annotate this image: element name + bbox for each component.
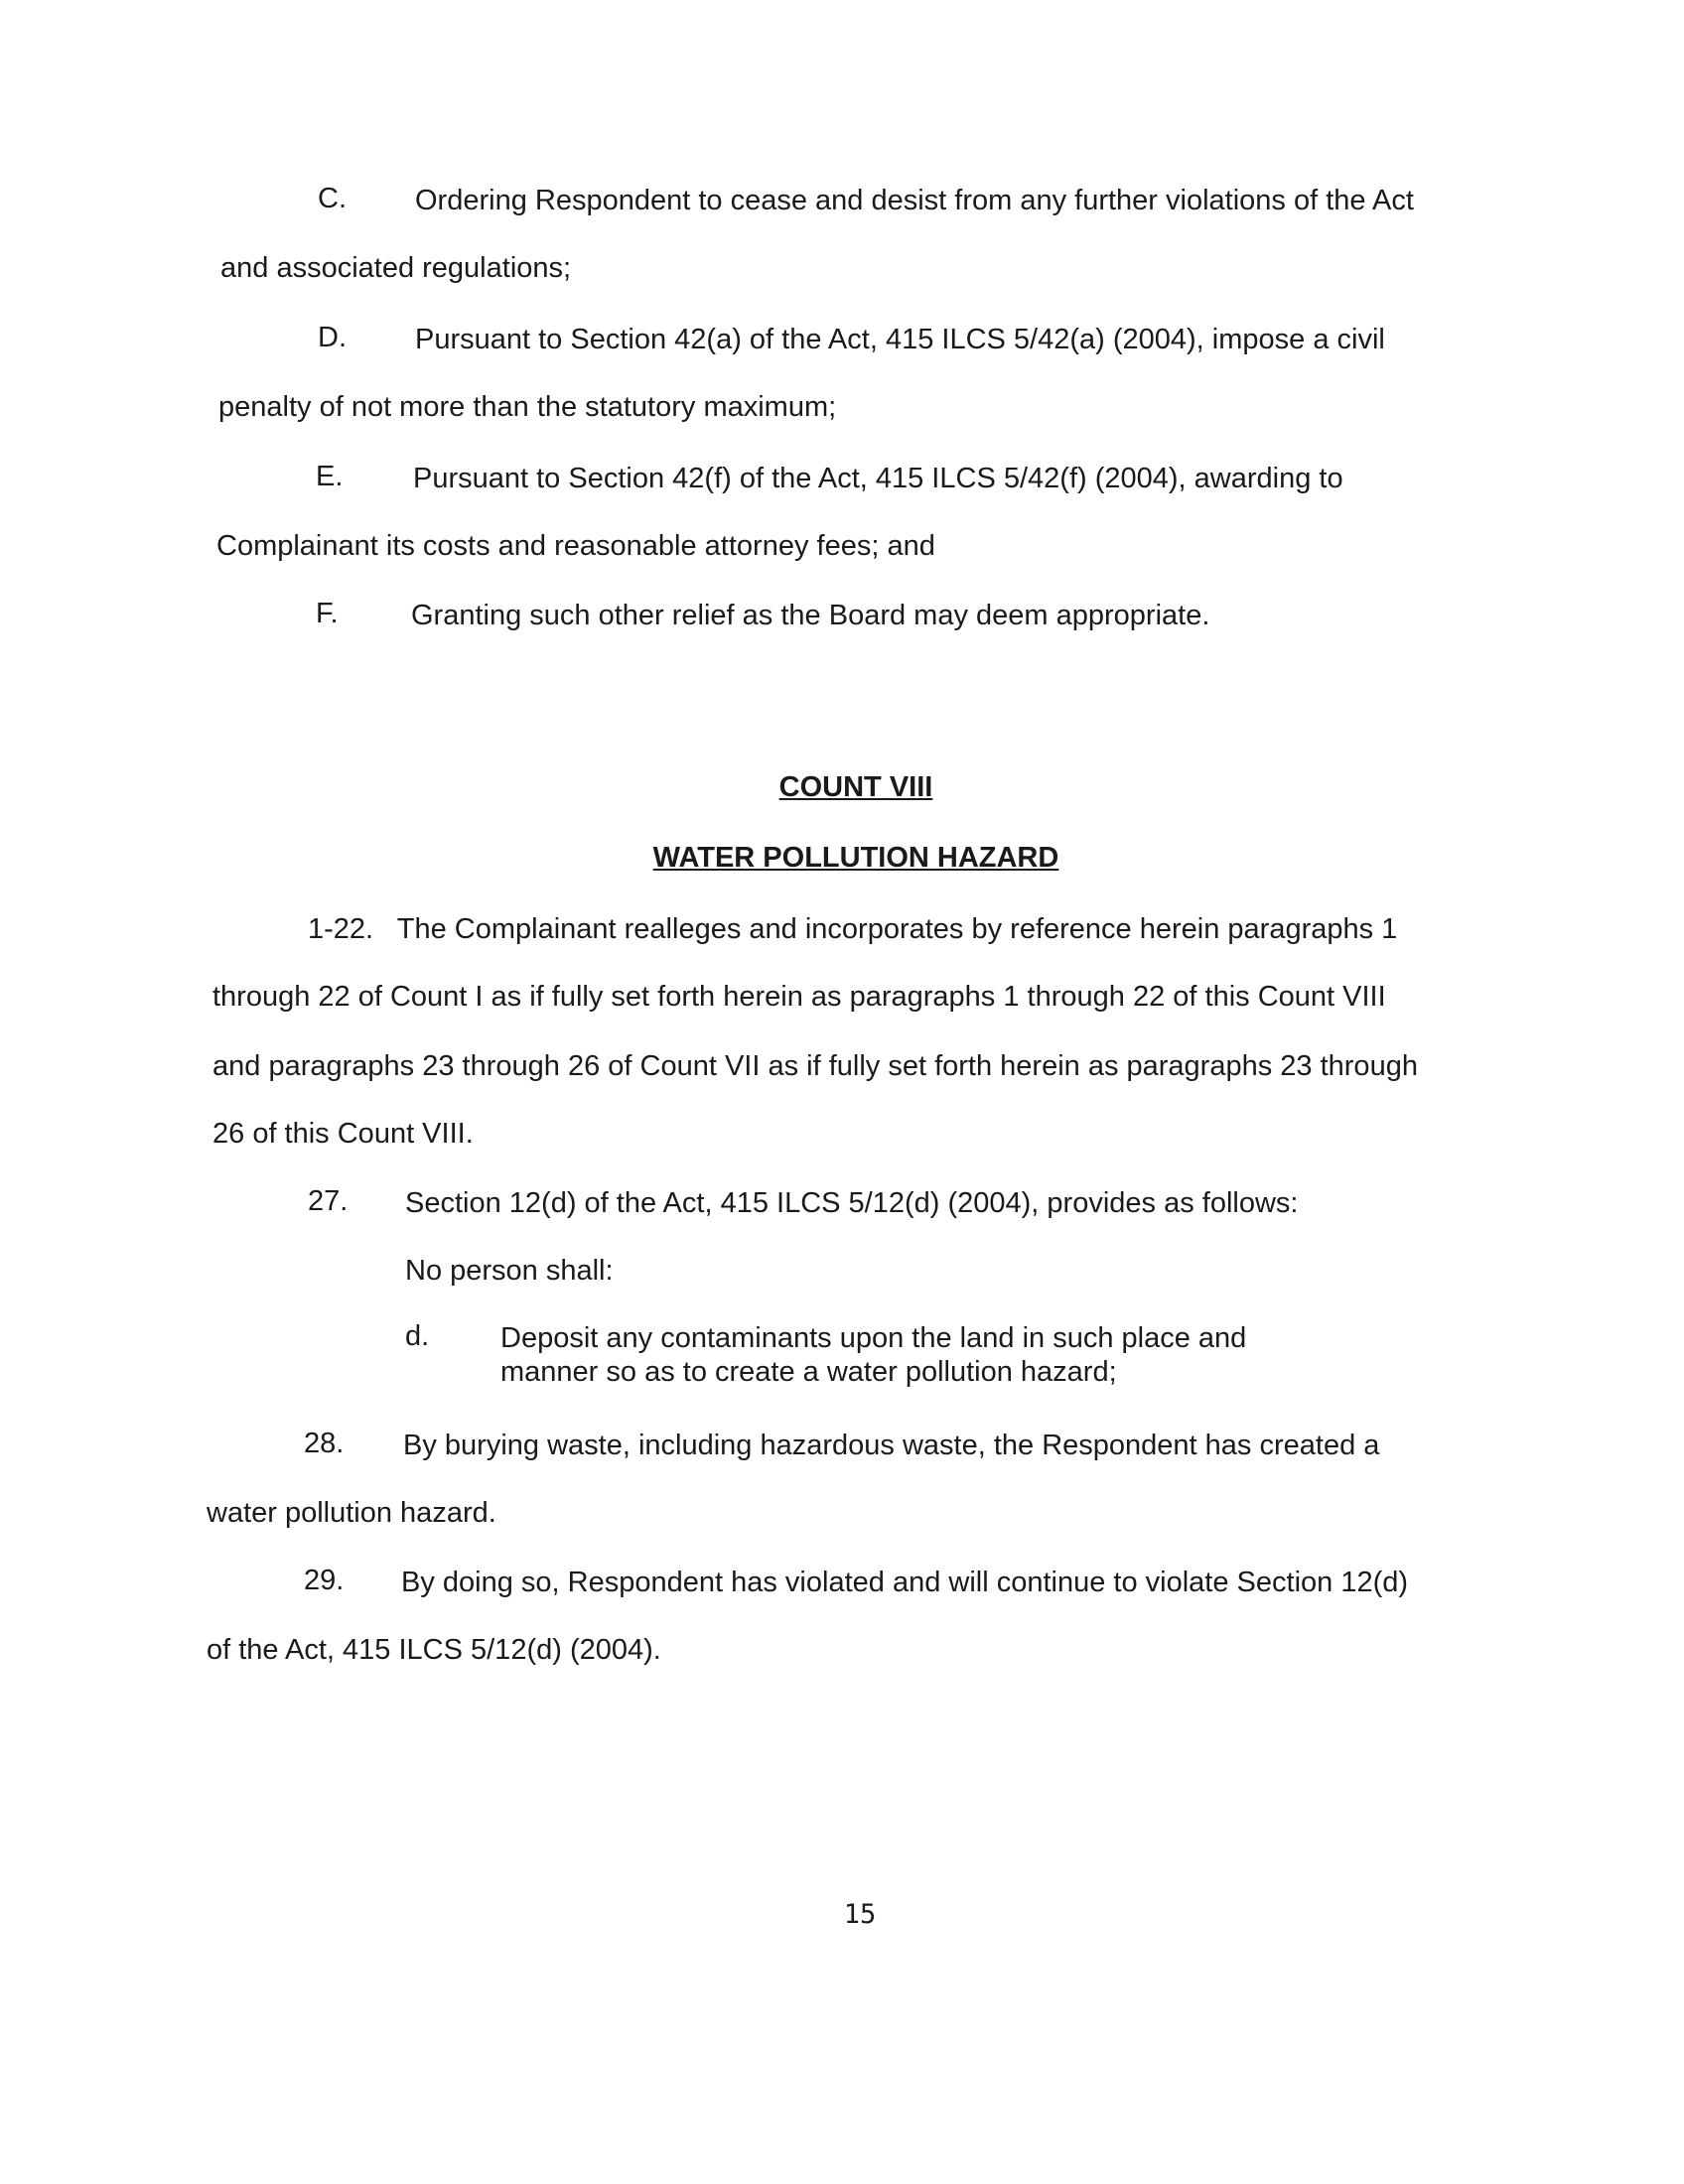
para-29-line-2: of the Act, 415 ILCS 5/12(d) (2004).	[207, 1634, 661, 1666]
para-28-line-1: By burying waste, including hazardous waste, the Respondent has created a	[403, 1430, 1380, 1461]
para-27-label: 27.	[308, 1185, 349, 1217]
item-f-line-1: Granting such other relief as the Board may deem appropriate.	[411, 600, 1210, 631]
item-e-line-1: Pursuant to Section 42(f) of the Act, 415 ILCS 5/42(f) (2004), awarding to	[413, 463, 1343, 494]
page-number-text: 15	[843, 1899, 877, 1930]
para-27-quote-line-2: manner so as to create a water pollution hazard;	[500, 1356, 1117, 1388]
para-1-22-line-1: 1-22. The Complainant realleges and incorporates by reference herein paragraphs 1	[308, 913, 1398, 945]
item-d-line-1: Pursuant to Section 42(a) of the Act, 415 ILCS 5/42(a) (2004), impose a civil	[415, 324, 1385, 355]
item-c-line-1: Ordering Respondent to cease and desist from any further violations of the Act	[415, 185, 1414, 216]
para-29-line-1: By doing so, Respondent has violated and will continue to violate Section 12(d)	[401, 1567, 1409, 1598]
item-e-line-2: Complainant its costs and reasonable attorney fees; and	[216, 530, 935, 562]
item-f-label: F.	[316, 598, 339, 629]
count-heading	[0, 769, 1684, 805]
count-subheading-text: WATER POLLUTION HAZARD	[652, 842, 1059, 874]
para-28-label: 28.	[304, 1428, 345, 1459]
para-28-line-2: water pollution hazard.	[207, 1497, 496, 1529]
para-29-label: 29.	[304, 1565, 345, 1596]
para-1-22-line-2: through 22 of Count I as if fully set forth herein as paragraphs 1 through 22 of this Count VIII	[212, 981, 1386, 1013]
para-27-quote-label: d.	[405, 1320, 430, 1352]
count-subheading	[0, 840, 1684, 876]
para-1-22-line-3: and paragraphs 23 through 26 of Count VII as if fully set forth herein as paragraphs 23 through	[212, 1050, 1418, 1082]
item-c-line-2: and associated regulations;	[220, 252, 572, 284]
item-d-line-2: penalty of not more than the statutory maximum;	[218, 391, 837, 423]
count-heading-text: COUNT VIII	[778, 771, 933, 803]
para-27-line-1: Section 12(d) of the Act, 415 ILCS 5/12(d) (2004), provides as follows:	[405, 1187, 1299, 1219]
para-27-quote-intro: No person shall:	[405, 1255, 614, 1287]
page-number	[0, 1898, 1684, 1932]
item-c-label: C.	[318, 183, 347, 214]
item-d-label: D.	[318, 322, 347, 353]
item-e-label: E.	[316, 461, 344, 492]
para-1-22-line-4: 26 of this Count VIII.	[212, 1118, 474, 1150]
para-27-quote-line-1: Deposit any contaminants upon the land in such place and	[500, 1322, 1247, 1354]
